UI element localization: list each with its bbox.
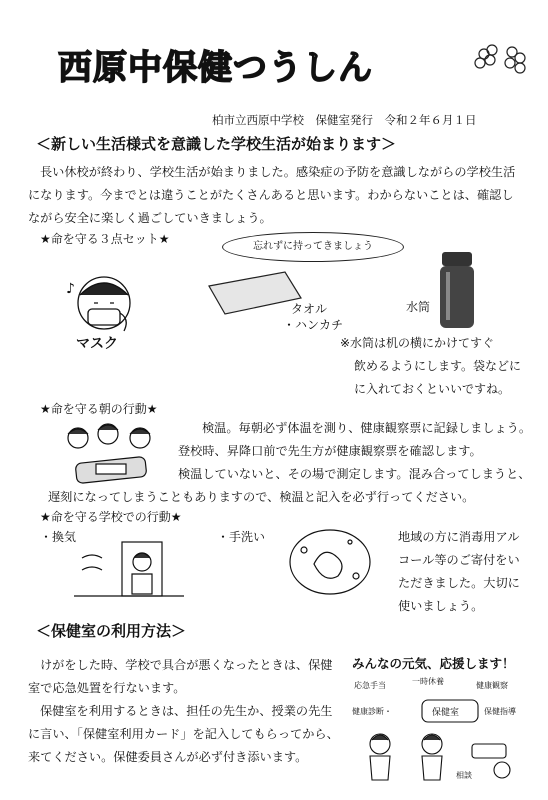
- morning-line-last: 遅刻になってしまうこともありますので、検温と記入を必ず行ってください。: [48, 490, 475, 504]
- health-room-illustration: [352, 674, 534, 784]
- hydrangea-icon: [470, 36, 534, 80]
- svg-text:♪: ♪: [66, 281, 75, 297]
- newsletter-title: 西原中保健つうしん: [58, 48, 373, 88]
- intro-line: ながら安全に楽しく過ごしていきましょう。: [28, 211, 272, 225]
- section1-heading: ＜新しい生活様式を意識した学校生活が始まります＞: [36, 135, 397, 153]
- publisher-info: 柏市立西原中学校 保健室発行 令和２年６月１日: [212, 113, 477, 127]
- morning-line: 検温。毎朝必ず体温を測り、健康観察票に記録しましょう。: [202, 421, 532, 435]
- usage-line: けがをした時、学校で具合が悪くなったときは、保健: [40, 658, 333, 672]
- tag-health-room: 保健室: [432, 708, 460, 718]
- cheer-message: みんなの元気、応援します！: [352, 656, 515, 671]
- mask-label: マスク: [76, 336, 118, 352]
- usage-line: 保健室を利用するときは、担任の先生か、授業の先生: [40, 704, 333, 718]
- ventilation-label: ・換気: [40, 530, 77, 544]
- donation-line: コール等のご寄付をい: [398, 553, 520, 567]
- note-line: 飲めるようにします。袋などに: [354, 359, 522, 373]
- tag-checkup: 健康診断・: [352, 707, 392, 716]
- morning-line: 登校時、昇降口前で先生方が健康観察票を確認します。: [178, 444, 482, 458]
- intro-line: 長い休校が終わり、学校生活が始まりました。感染症の予防を意識しながらの学校生活: [40, 165, 516, 179]
- section2-heading: ＜保健室の利用方法＞: [36, 622, 187, 640]
- section1-intro: [28, 161, 538, 230]
- note-line: ※水筒は机の横にかけてすぐ: [340, 336, 495, 350]
- handwash-illustration: [284, 524, 376, 604]
- usage-line: に言い、「保健室利用カード」を記入してもらってから、: [28, 727, 339, 741]
- intro-line: になります。今までとは違うことがたくさんあると思います。わからないことは、確認し: [28, 188, 514, 202]
- speech-bubble: 忘れずに持ってきましょう: [222, 232, 404, 262]
- three-items-heading: ★命を守る３点セット★: [40, 232, 170, 246]
- morning-text: [178, 417, 538, 486]
- handwash-label: ・手洗い: [217, 530, 266, 544]
- donation-line: ただきました。大切に: [398, 576, 520, 590]
- morning-line: 検温していないと、その場で測定します。混み合ってしまうと、: [178, 467, 531, 481]
- hankachi-label: ・ハンカチ: [283, 318, 344, 332]
- window-ventilation-illustration: [74, 538, 184, 600]
- towel-illustration: [205, 268, 305, 316]
- bottle-note: [340, 332, 540, 401]
- tag-consult: 相談: [456, 771, 472, 780]
- note-line: に入れておくといいですね。: [354, 382, 511, 396]
- donation-line: 使いましょう。: [398, 599, 484, 613]
- usage-line: 室で応急処置を行ないます。: [28, 681, 186, 695]
- thermometer-students-illustration: [56, 420, 166, 486]
- bottle-label: 水筒: [406, 300, 431, 314]
- donation-line: 地域の方に消毒用アル: [398, 530, 520, 544]
- morning-heading: ★命を守る朝の行動★: [40, 402, 158, 416]
- school-heading: ★命を守る学校での行動★: [40, 510, 182, 524]
- water-bottle-illustration: [436, 250, 478, 330]
- tag-observation: 健康観察: [476, 681, 508, 690]
- donation-text: [398, 526, 538, 618]
- towel-label: タオル: [291, 302, 328, 316]
- tag-rest: 一時休養: [412, 677, 444, 686]
- usage-line: 来てください。保健委員さんが必ず付き添います。: [28, 750, 308, 764]
- section2-text: [28, 654, 348, 769]
- tag-guidance: 保健指導: [484, 707, 516, 716]
- tag-first-aid: 応急手当: [354, 681, 386, 690]
